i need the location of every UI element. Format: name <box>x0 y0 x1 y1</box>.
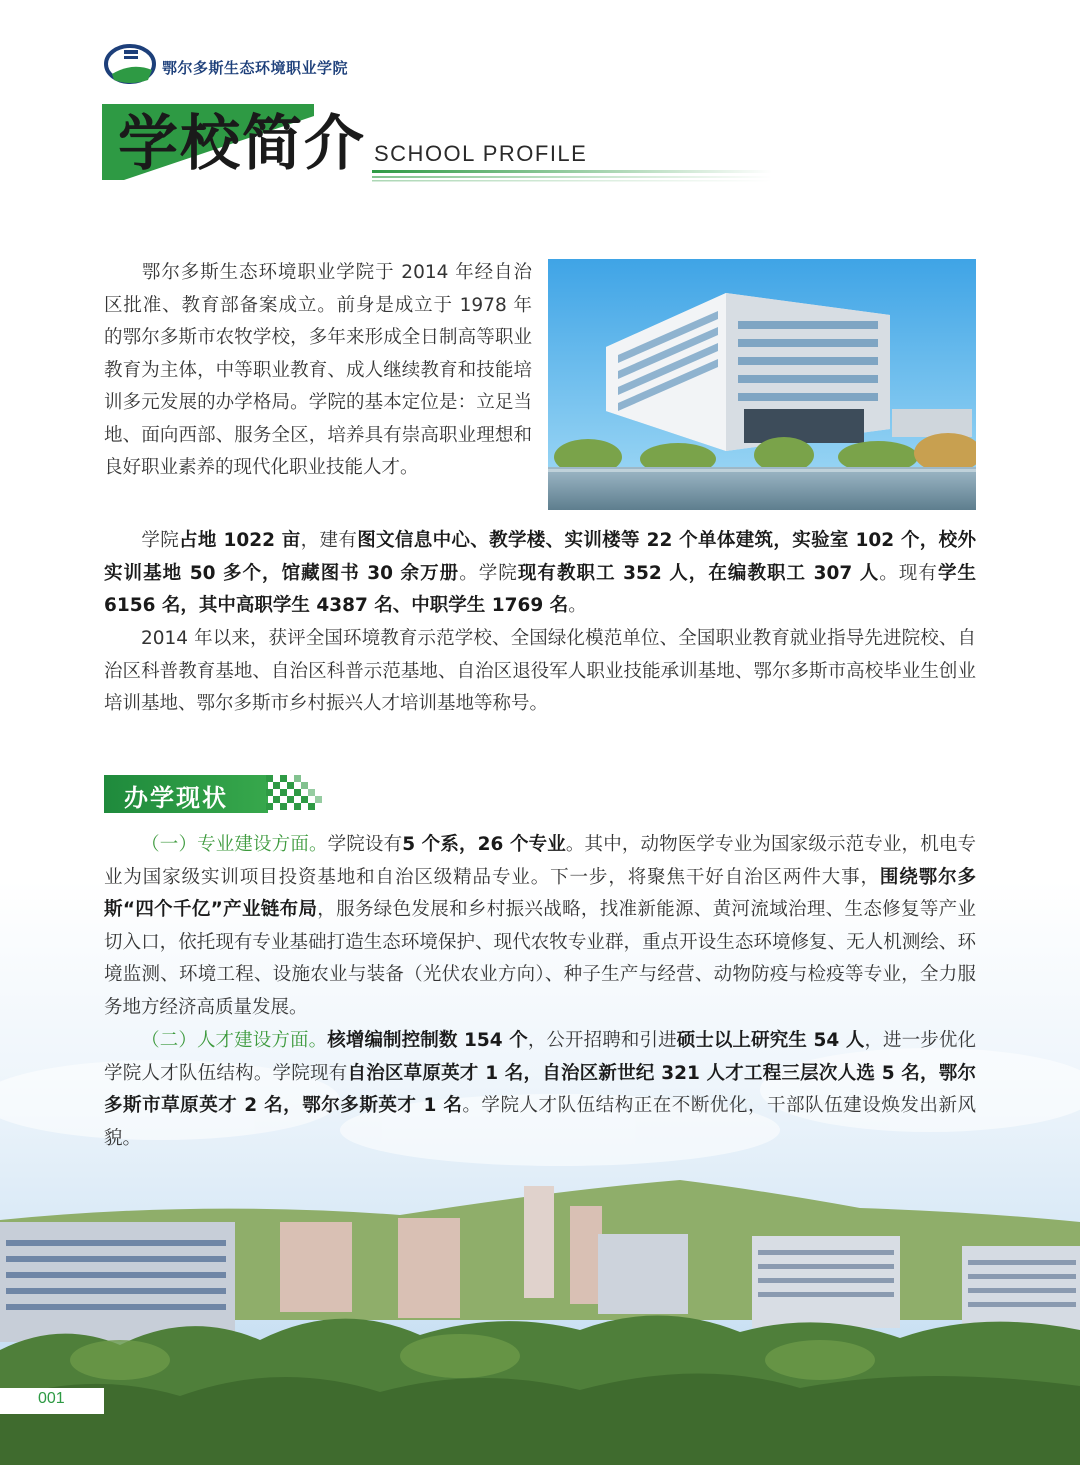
title-rule <box>372 170 772 182</box>
section-paragraph-talent: （二）人才建设方面。核增编制控制数 154 个，公开招聘和引进硕士以上研究生 54 人，进一步优化学院人才队伍结构。学院现有自治区草原英才 1 名，自治区新世纪 321 人才工程三层次人选 5 名，鄂尔多斯市草原英才 2 名，鄂尔多斯英才 1 名。学院人才队伍结构正在不断优化，干部队伍建设焕发出新风貌。 <box>104 1030 976 1149</box>
page-title-english: SCHOOL PROFILE <box>374 141 588 166</box>
page-number-tab <box>0 1388 104 1414</box>
intro-paragraph-3: 2014 年以来，获评全国环境教育示范学校、全国绿化模范单位、全国职业教育就业指导先进院校、自治区科普教育基地、自治区科普示范基地、自治区退役军人职业技能承训基地、鄂尔多斯市高校毕业生创业培训基地、鄂尔多斯市乡村振兴人才培训基地等称号。 <box>104 628 976 714</box>
intro-paragraph-2: 学院占地 1022 亩，建有图文信息中心、教学楼、实训楼等 22 个单体建筑，实验室 102 个，校外实训基地 50 多个，馆藏图书 30 余万册。学院现有教职工 352 人，在编教职工 307 人。现有学生 6156 名，其中高职学生 4387 名、中职学生 1769 名。 <box>104 530 976 616</box>
school-logo-icon <box>104 44 156 86</box>
section-paragraph-major: （一）专业建设方面。学院设有5 个系，26 个专业。其中，动物医学专业为国家级示范专业，机电专业为国家级实训项目投资基地和自治区级精品专业。下一步，将聚焦干好自治区两件大事，围绕鄂尔多斯“四个千亿”产业链布局，服务绿色发展和乡村振兴战略，找准新能源、黄河流域治理、生态修复等产业切入口，依托现有专业基础打造生态环境保护、现代农牧专业群，重点开设生态环境修复、无人机测绘、环境监测、环境工程、设施农业与装备（光伏农业方向）、种子生产与经营、动物防疫与检疫等专业，全力服务地方经济高质量发展。 <box>104 834 976 1018</box>
main-building-photo <box>548 259 976 510</box>
intro-paragraph-1: 鄂尔多斯生态环境职业学院于 2014 年经自治区批准、教育部备案成立。前身是成立于 1978 年的鄂尔多斯市农牧学校，多年来形成全日制高等职业教育为主体，中等职业教育、成人继续教育和技能培训多元发展的办学格局。学院的基本定位是：立足当地、面向西部、服务全区，培养具有崇高职业理想和良好职业素养的现代化职业技能人才。 <box>104 262 532 478</box>
page-number: 001 <box>38 1390 65 1407</box>
campus-panorama-photo <box>0 1160 1080 1465</box>
section-title: 办学现状 <box>124 784 228 812</box>
school-name: 鄂尔多斯生态环境职业学院 <box>162 59 349 77</box>
checker-decoration-icon <box>266 775 322 813</box>
page-title: 学校简介 <box>118 109 366 179</box>
